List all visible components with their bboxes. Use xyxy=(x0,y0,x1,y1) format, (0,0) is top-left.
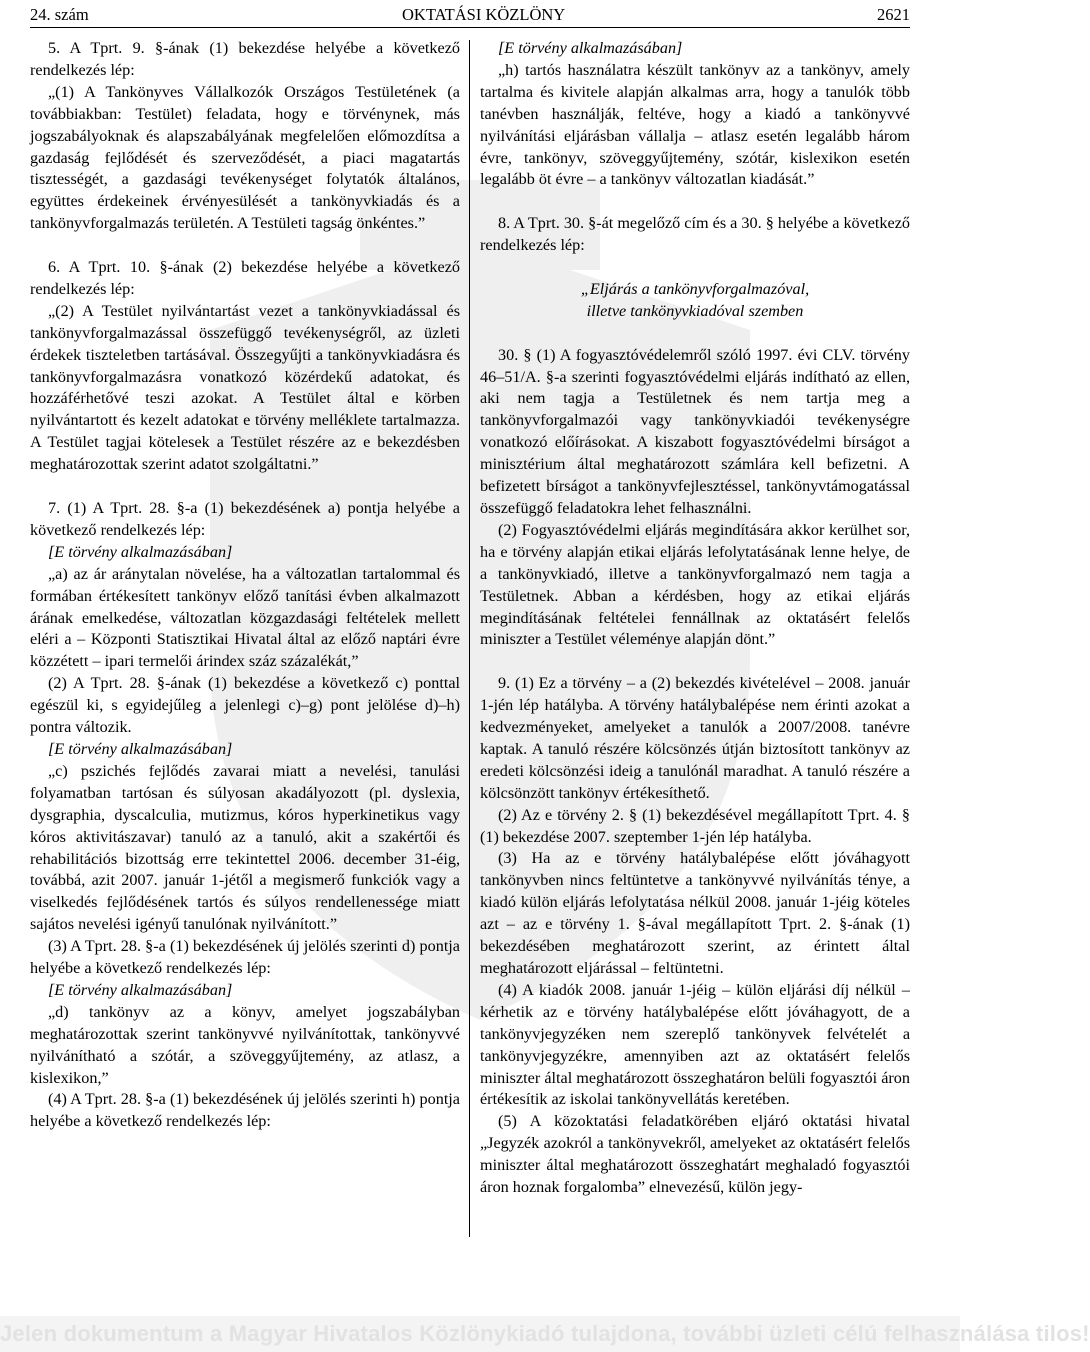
ownership-notice: Jelen dokumentum a Magyar Hivatalos Közlönykiadó tulajdona, további üzleti célú felhasználása tilos! xyxy=(0,1316,960,1352)
section-7-point-c: „c) pszichés fejlődés zavarai miatt a nevelési, tanulási folyamatban tartósan és súlyosan akadályozott (pl. dyslexia, dysgraphia, dyscalculia, mutizmus, kóros hyperkinetikus vagy kóros aktivitászavar) tanuló az a tanuló, akit a szakértői és rehabilitációs bizottság erre tekintettel 2006. december 31-éig, továbbá, azit 2007. január 1-jétől a megismerő funkciók vagy a viselkedés fejlődésének tartós és súlyos rendellenessége miatt sajátos nevelési igényű tanulónak nyilvánított.” xyxy=(30,761,460,934)
page-number: 2621 xyxy=(877,5,910,24)
column-divider xyxy=(469,40,470,1237)
section-8-heading-line-1: „Eljárás a tankönyvforgalmazóval, xyxy=(580,279,810,298)
section-9-paragraph-3: (3) Ha az e törvény hatálybalépése előtt jóváhagyott tankönyvben nincs feltüntetve a tankönyvvé nyilvánítás ténye, a kiadó külön eljárás lefolytatása nélkül 2008. január 1-jéig köteles azt – az e törvény 1. §-ával megállapított Tprt. 2. §-ának (1) bekezdésében meghatározott szerint, az érintett által meghatározott eljárással – feltüntetni. xyxy=(480,849,910,977)
section-6-body: „(2) A Testület nyilvántartást vezet a tankönyvkiadással és tankönyvforgalmazással összefüggő tevékenységről, az üzleti érdekek tiszteletben tartásával. Összegyűjti a tankönyvkiadásra és tankönyvforgalmazásra vonatkozó közérdekű adatokat, és hozzáférhetővé teszi azokat. A Testület által e körben nyilvántartott és kezelt adatokat e törvény melléklete tartalmazza. A Testület tagjai kötelesek a Testület részére az e bekezdésben meghatározottak szerint adatot szolgáltatni.” xyxy=(30,301,460,474)
section-7-paragraph-3: (3) A Tprt. 28. §-a (1) bekezdésének új jelölés szerinti d) pontja helyébe a következő rendelkezés lép: xyxy=(30,937,460,978)
section-9-paragraph-1: 9. (1) Ez a törvény – a (2) bekezdés kivételével – 2008. január 1-jén lép hatályba. A törvény hatálybalépése nem érinti azokat a kedvezményeket, amelyeket a tanulók a 2007/2008. tanévre kaptak. A tanuló részére kölcsönzés útján biztosított tankönyv az eredeti kölcsönzési ideig a tanulónál maradhat. A tanuló részére a kölcsönzött tankönyv értékesíthető. xyxy=(480,674,910,802)
right-context: [E törvény alkalmazásában] xyxy=(498,39,683,57)
section-7-point-a: „a) az ár aránytalan növelése, ha a változatlan tartalommal és formában értékesített tankönyv előző tanítási évben alkalmazott árának emelkedése, változatlan közgazdasági feltételek mellett eléri a – Központi Statisztikai Hivatal által az előző naptári évre közzétett – ipari termelői árindex száz százalékát,” xyxy=(30,564,460,671)
section-7-point-d: „d) tankönyv az a könyv, amelyet jogszabályban meghatározottak szerint tankönyvvé nyilvánítottak, tankönyvvé nyilvánítható a szótár, a szöveggyűjtemény, az atlasz, a kislexikon,” xyxy=(30,1002,460,1087)
section-9-paragraph-2: (2) Az e törvény 2. § (1) bekezdésével megállapított Tprt. 4. § (1) bekezdése 2007. szeptember 1-jén lép hatályba. xyxy=(480,805,910,846)
right-column xyxy=(480,38,910,1199)
section-8-title: 8. A Tprt. 30. §-át megelőző cím és a 30. § helyébe a következő rendelkezés lép: xyxy=(480,214,910,255)
section-7-paragraph-4: (4) A Tprt. 28. §-a (1) bekezdésének új jelölés szerinti h) pontja helyébe a következő rendelkezés lép: xyxy=(30,1090,460,1131)
section-6-title: 6. A Tprt. 10. §-ának (2) bekezdése helyébe a következő rendelkezés lép: xyxy=(30,258,460,298)
left-column xyxy=(30,38,460,1133)
journal-title: OKTATÁSI KÖZLÖNY xyxy=(402,5,566,24)
section-7-context-2: [E törvény alkalmazásában] xyxy=(48,739,233,758)
section-7-context-3: [E törvény alkalmazásában] xyxy=(48,980,233,999)
section-5-body: „(1) A Tankönyves Vállalkozók Országos Testületének (a továbbiakban: Testület) feladata, hogy e törvénynek, más jogszabályoknak és alapszabályának megfelelően előmozdítsa a gazdaság fejlődését és szerveződését, a piaci magatartás tisztességét, a gazdasági tevékenységet folytatók általános, együttes érdekeinek érvényesülését a tankönyvkiadás és a tankönyvforgalmazás területén. A Testületi tagság önkéntes.” xyxy=(30,82,460,233)
page-header xyxy=(30,5,910,27)
point-h: „h) tartós használatra készült tankönyv az a tankönyv, amely tartalma és kivitele alapján alkalmas arra, hogy a tanulók több tanévben használják, feltéve, hogy a kiadó a tankönyvvé nyilvánítási eljárásban vállalja – atlasz esetén legalább három évre, tankönyv, szöveggyűjtemény, szótár, kislexikon esetén legalább öt évre – a tankönyv változatlan kiadását.” xyxy=(480,60,910,189)
section-5-title: 5. A Tprt. 9. §-ának (1) bekezdése helyébe a következő rendelkezés lép: xyxy=(30,39,460,79)
section-7-paragraph-2: (2) A Tprt. 28. §-ának (1) bekezdése a következő c) ponttal egészül ki, s egyidejűleg a jelenlegi c)–g) pont jelölése d)–h) pontra változik. xyxy=(30,674,460,737)
section-9-paragraph-4: (4) A kiadók 2008. január 1-jéig – külön eljárási díj nélkül – kérhetik az e törvény hatálybalépése előtt jóváhagyott, de a tankönyvjegyzéken nem szereplő tankönyvek felvételét a tankönyvjegyzékre, amennyiben azt az oktatásért felelős miniszter által meghatározott összeghatáron belüli fogyasztói áron értékesítik az iskolai tankönyvellátás keretében. xyxy=(480,980,910,1109)
issue-number: 24. szám xyxy=(30,5,89,24)
section-8-paragraph-2: (2) Fogyasztóvédelmi eljárás megindítására akkor kerülhet sor, ha e törvény alapján etikai eljárás lefolytatásának lenne helye, de a tankönyvkiadó, illetve a tankönyvforgalmazó nem tagja a Testületnek. Abban a kérdésben, hogy az etikai eljárás megindításának feltételei fennállnak az oktatásért felelős miniszter a Testület véleménye alapján dönt.” xyxy=(480,520,910,649)
section-8-paragraph-1: 30. § (1) A fogyasztóvédelemről szóló 1997. évi CLV. törvény 46–51/A. §-a szerinti fogyasztóvédelmi eljárás indítható az ellen, aki nem tagja a Testületnek és nem tartja meg a tankönyvforgalmazói vagy tankönyvkiadói tevékenységre vonatkozó előírásokat. A kiszabott fogyasztóvédelmi bírságot a minisztérium által meghatározott számlára kell befizetni. A befizetett bírságot a tankönyvfejlesztéssel, tankönyvtámogatással összefüggő feladatokra lehet felhasználni. xyxy=(480,345,910,517)
section-7-context-1: [E törvény alkalmazásában] xyxy=(48,542,233,561)
section-9-paragraph-5: (5) A közoktatási feladatkörében eljáró oktatási hivatal „Jegyzék azokról a tankönyvekről, amelyeket az oktatásért felelős miniszter által meghatározott összeghatárt meghaladó fogyasztói áron hoznak forgalomba” elnevezésű, külön jegy- xyxy=(480,1112,910,1197)
section-7-title: 7. (1) A Tprt. 28. §-a (1) bekezdésének a) pontja helyébe a következő rendelkezés lép: xyxy=(30,499,460,539)
section-8-heading-line-2: illetve tankönyvkiadóval szemben xyxy=(586,301,804,320)
header-rule xyxy=(30,27,910,28)
